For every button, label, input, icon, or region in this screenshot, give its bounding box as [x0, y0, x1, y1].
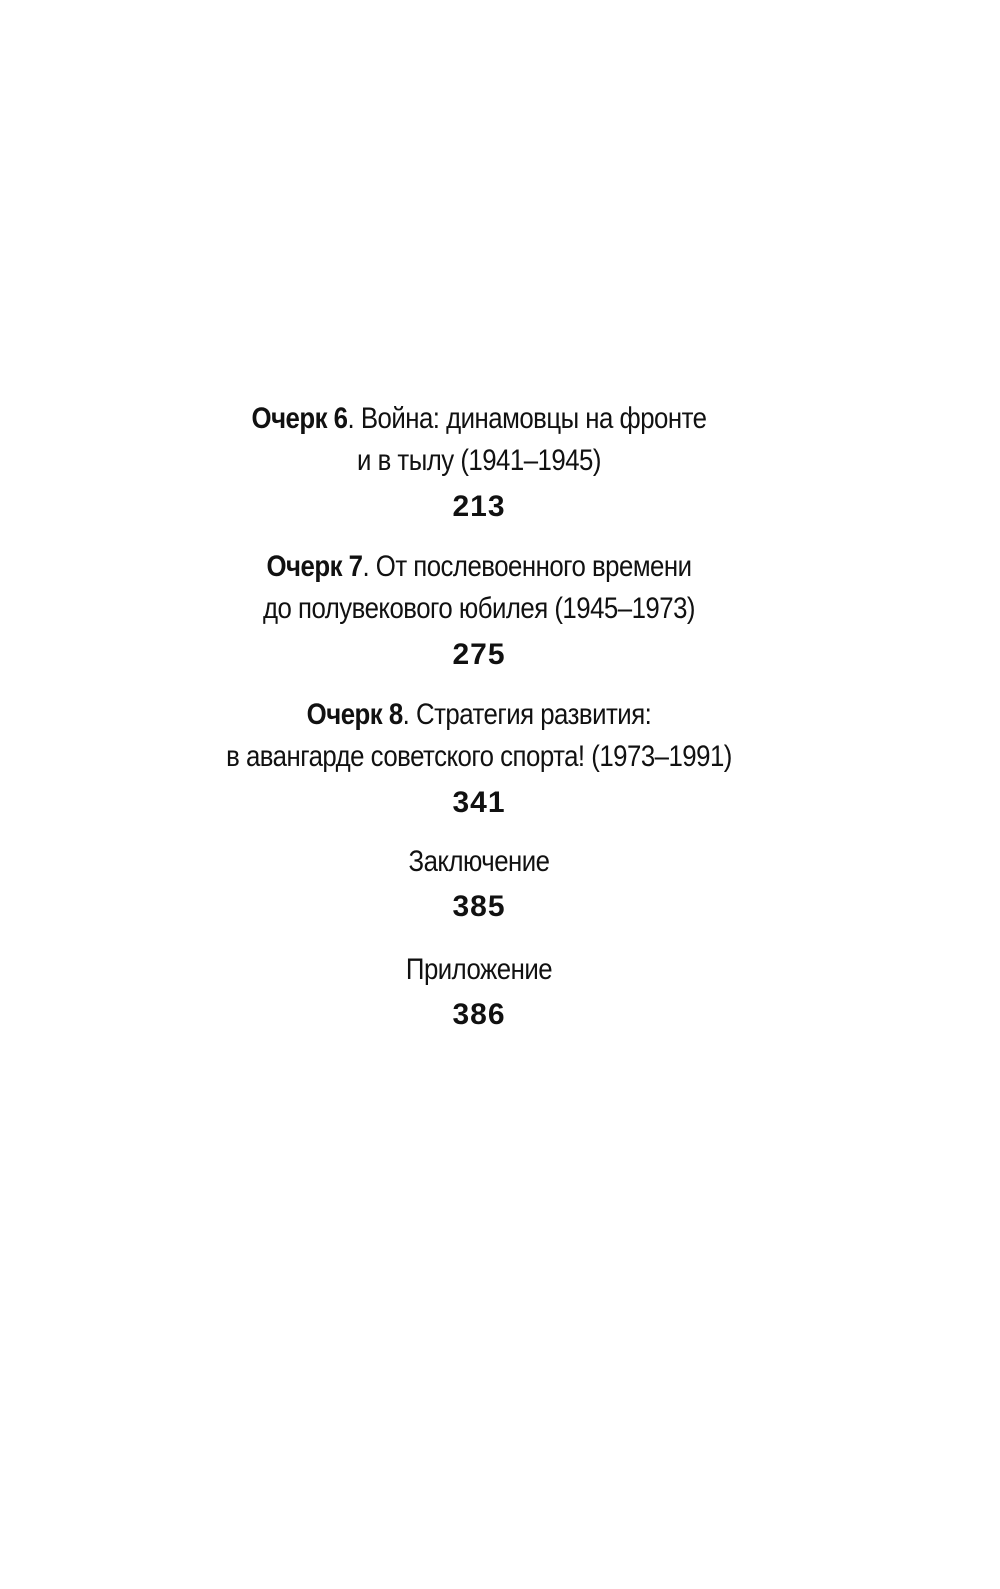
chapter-label: Очерк 8: [306, 698, 403, 731]
section-title: Приложение: [405, 953, 553, 986]
chapter-title-line-2: в авангарде советского спорта! (1973–1991): [226, 740, 732, 773]
chapter-title-line-1: [67, 398, 891, 440]
chapter-label: Очерк 6: [251, 402, 348, 435]
page-number: 386: [452, 998, 506, 1031]
chapter-label: Очерк 7: [266, 550, 363, 583]
toc-entry-appendix: [0, 950, 958, 1036]
toc-entry-conclusion: [0, 842, 958, 928]
page-number: 275: [452, 638, 506, 671]
chapter-title-text: . Стратегия развития:: [402, 698, 652, 731]
section-title: Заключение: [408, 845, 550, 878]
chapter-title-line-1: [67, 694, 891, 736]
chapter-title-line-1: [67, 546, 891, 588]
toc-entry-chapter-7: [0, 546, 958, 676]
chapter-title-text: . Война: динамовцы на фронте: [347, 402, 707, 435]
toc-entry-chapter-6: [0, 398, 958, 528]
page-number: 341: [452, 786, 506, 819]
page-number: 213: [452, 490, 506, 523]
chapter-title-text: . От послевоенного времени: [362, 550, 692, 583]
chapter-title-line-2: до полувекового юбилея (1945–1973): [263, 592, 695, 625]
page-number: 385: [452, 890, 506, 923]
toc-entry-chapter-8: [0, 694, 958, 824]
table-of-contents: [0, 398, 958, 1058]
chapter-title-line-2: и в тылу (1941–1945): [357, 444, 601, 477]
